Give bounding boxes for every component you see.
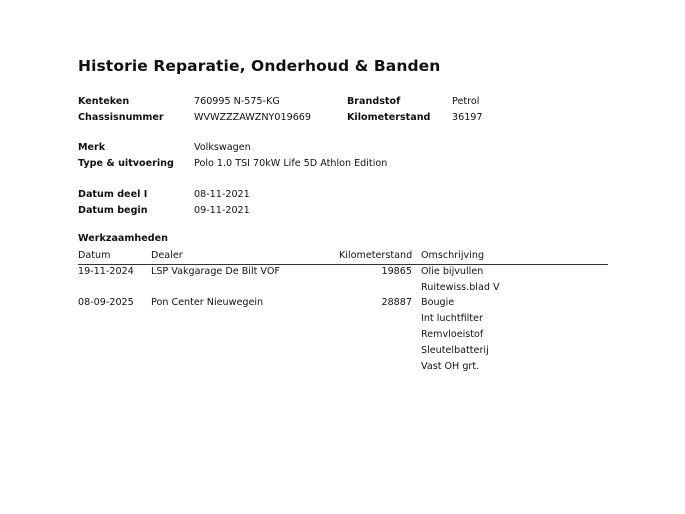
brandstof-value: Petrol <box>452 96 480 107</box>
col-header-datum: Datum <box>78 250 111 261</box>
row2-item: Bougie <box>421 297 455 308</box>
chassis-label: Chassisnummer <box>78 112 164 123</box>
datum-begin-value: 09-11-2021 <box>194 205 250 216</box>
row1-dealer: LSP Vakgarage De Bilt VOF <box>151 266 280 277</box>
chassis-value: WVWZZZAWZNY019669 <box>194 112 312 123</box>
page-title: Historie Reparatie, Onderhoud & Banden <box>78 57 441 75</box>
type-value: Polo 1.0 TSI 70kW Life 5D Athlon Edition <box>194 158 388 169</box>
kenteken-value: 760995 N-575-KG <box>194 96 280 107</box>
kenteken-label: Kenteken <box>78 96 130 107</box>
kilometerstand-label: Kilometerstand <box>347 112 431 123</box>
row2-item: Int luchtfilter <box>421 313 483 324</box>
row1-datum: 19-11-2024 <box>78 266 134 277</box>
brandstof-label: Brandstof <box>347 96 401 107</box>
type-label: Type & uitvoering <box>78 158 174 169</box>
merk-value: Volkswagen <box>194 142 251 153</box>
row2-item: Sleutelbatterij <box>421 345 489 356</box>
row2-kilometerstand: 28887 <box>381 297 412 308</box>
col-header-dealer: Dealer <box>151 250 183 261</box>
kilometerstand-value: 36197 <box>452 112 483 123</box>
datum-begin-label: Datum begin <box>78 205 148 216</box>
row2-datum: 08-09-2025 <box>78 297 134 308</box>
row1-kilometerstand: 19865 <box>381 266 412 277</box>
table-header-rule <box>78 264 608 265</box>
col-header-omschrijving: Omschrijving <box>421 250 485 261</box>
row1-item: Ruitewiss.blad V <box>421 282 500 293</box>
row2-item: Vast OH grt. <box>421 361 480 372</box>
row2-item: Remvloeistof <box>421 329 484 340</box>
merk-label: Merk <box>78 142 106 153</box>
datum-deel1-label: Datum deel I <box>78 189 148 200</box>
row2-dealer: Pon Center Nieuwegein <box>151 297 264 308</box>
datum-deel1-value: 08-11-2021 <box>194 189 250 200</box>
row1-item: Olie bijvullen <box>421 266 484 277</box>
col-header-kilometerstand: Kilometerstand <box>339 250 413 261</box>
werkzaamheden-heading: Werkzaamheden <box>78 233 168 244</box>
